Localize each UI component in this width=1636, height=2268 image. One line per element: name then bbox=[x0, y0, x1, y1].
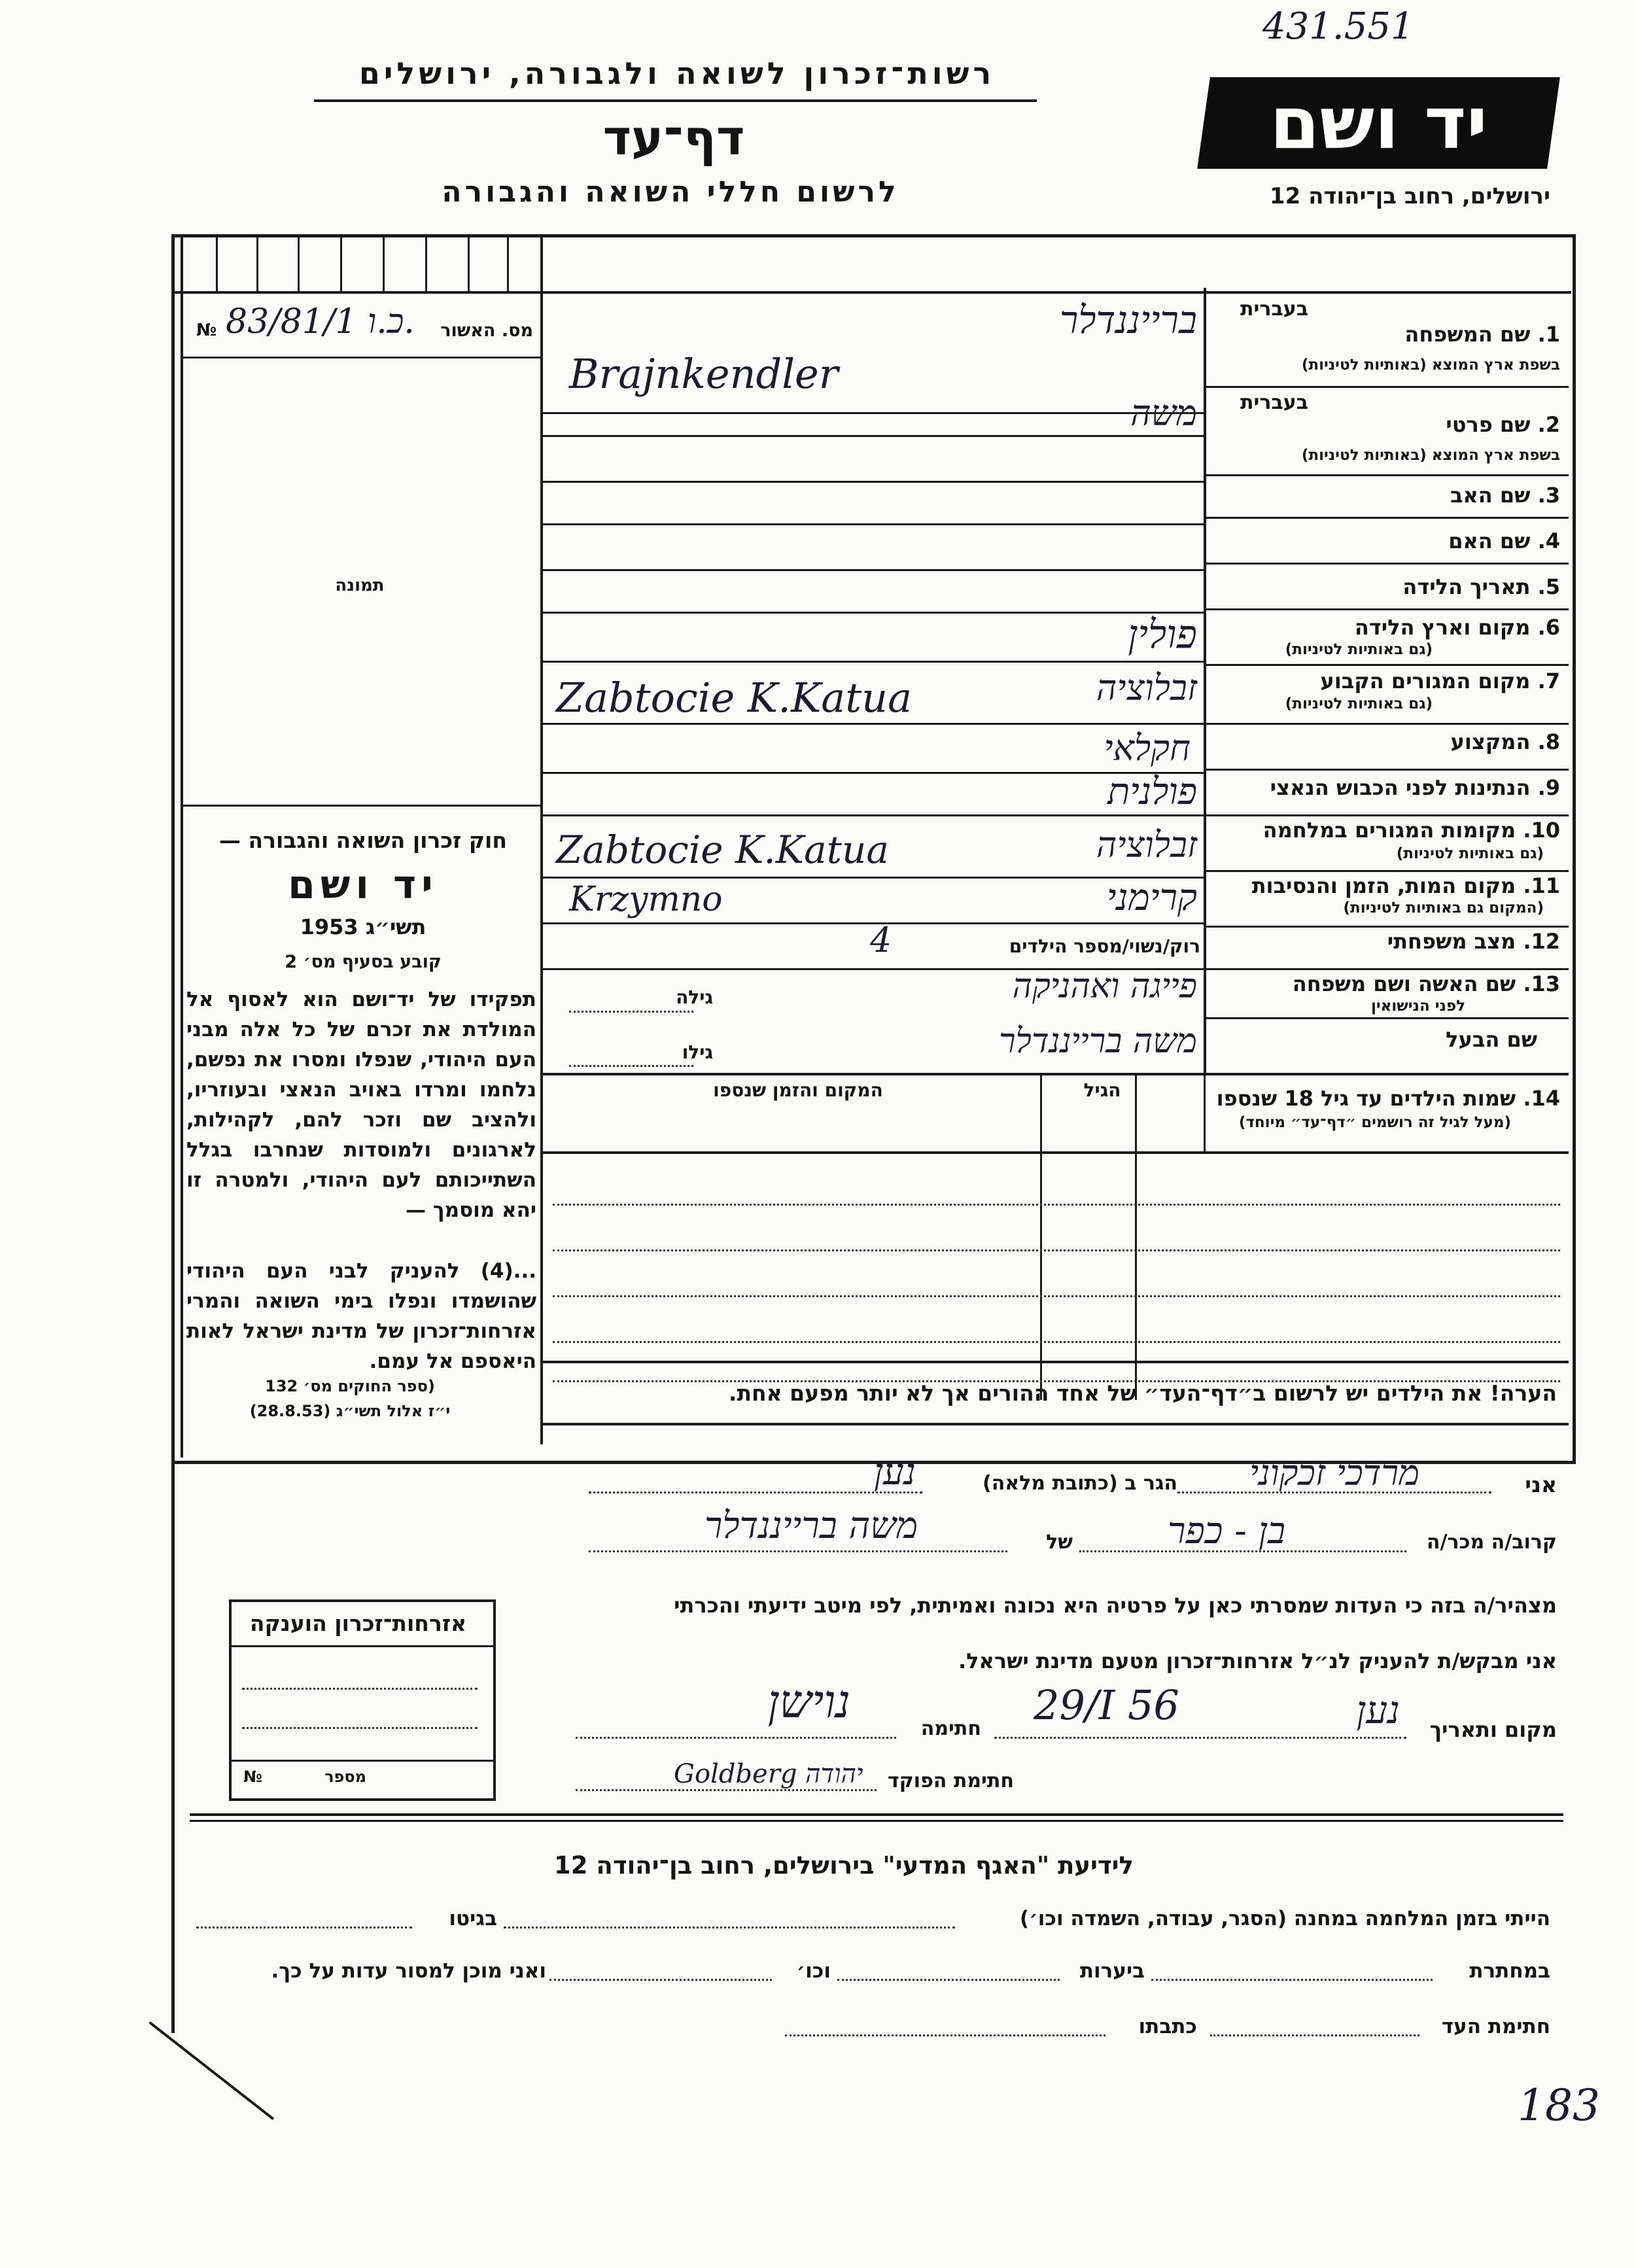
field-8-number: 8. bbox=[1537, 729, 1560, 754]
scan-edge bbox=[149, 2021, 275, 2120]
law-year: תשי״ג 1953 bbox=[300, 915, 426, 939]
row-rule bbox=[543, 523, 1204, 525]
place-date-line bbox=[994, 1737, 1406, 1739]
signature-line bbox=[576, 1737, 896, 1739]
approval-no-mark: № bbox=[196, 321, 217, 340]
hebrew-label-2: בעברית bbox=[1240, 391, 1308, 414]
row-rule bbox=[1206, 517, 1569, 519]
place-value[interactable]: נען bbox=[1356, 1688, 1400, 1732]
declaration-text: מצהיר/ה בזה כי העדות שמסרתי כאן על פרטיה היא נכונה ואמיתית, לפי מיטב ידיעתי והכרתי bbox=[674, 1593, 1557, 1618]
field-13-label-text: שם האשה ושם משפחה bbox=[1292, 971, 1516, 996]
relation-label: קרוב/ה מכר/ה bbox=[1426, 1531, 1557, 1554]
row-rule bbox=[543, 814, 1204, 816]
field-4-label-text: שם האם bbox=[1448, 529, 1531, 553]
officer-signature-label: חתימת הפוקד bbox=[888, 1770, 1014, 1792]
field-2-sublabel: בשפת ארץ המוצא (באותיות לטיניות) bbox=[1301, 447, 1560, 464]
signature-label: חתימה bbox=[920, 1717, 981, 1740]
field-1-value-latin[interactable]: Brajnkendler bbox=[569, 350, 839, 398]
law-date: י״ז אלול תשי״ג (28.8.53) bbox=[249, 1402, 451, 1420]
strip-tick bbox=[507, 236, 509, 293]
field-8-value[interactable]: חקלאי bbox=[1104, 727, 1191, 769]
citizenship-number-label: מספר bbox=[324, 1768, 366, 1786]
field-7-number: 7. bbox=[1537, 669, 1560, 693]
field-11-value-hebrew[interactable]: קרימני bbox=[1106, 877, 1197, 919]
law-logo: יד ושם bbox=[288, 862, 438, 908]
row-rule bbox=[543, 723, 1204, 725]
field-8-label bbox=[1210, 729, 1560, 754]
field-5-number: 5. bbox=[1537, 574, 1560, 599]
field-10-value-latin[interactable]: Zabtocie K.Katua bbox=[556, 828, 889, 872]
note-text: הערה! את הילדים יש לרשום ב״דף־העד״ של אחד ההורים אך לא יותר מפעם אחת. bbox=[728, 1380, 1557, 1406]
note-rule-bottom bbox=[543, 1423, 1569, 1425]
field-9-number: 9. bbox=[1537, 775, 1560, 800]
law-text-clause: ...(4) להעניק לבני העם היהודי שהושמדו ונפלו בימי השואה והמרי אזרחות־זכרון של מדינת ישראל לאות היאספם אל עמם. bbox=[186, 1259, 536, 1373]
approval-number: 83/81/1 כ.ו. bbox=[226, 302, 415, 341]
row-rule bbox=[1206, 608, 1569, 610]
law-text: תפקידו של יד־ושם הוא לאסוף אל המולדת את זכרם של כל אלה מבני העם היהודי, שנפלו ומסרו את נפשם, נלחמו ומרדו באויב הנאצי ובעוזריו, ולהציב שם וזכר להם, לקהילות, לארגונים ולמוסדות שנחרבו בגלל השתייכותם לעם היהודי, ולמטרה זו יהא מוסמך — bbox=[186, 988, 536, 1222]
children-age-header: הגיל bbox=[1083, 1079, 1121, 1101]
footer-forests-line bbox=[837, 1979, 1060, 1981]
field-13-label bbox=[1210, 971, 1560, 996]
approval-label: מס. האשור bbox=[440, 321, 533, 341]
top-strip-bottom bbox=[171, 291, 1571, 294]
note-rule-top bbox=[543, 1361, 1569, 1363]
row-rule bbox=[1206, 723, 1569, 725]
witness-name-value[interactable]: מרדכי זכקוני bbox=[1249, 1452, 1419, 1493]
law-source: (ספר החוקים מס׳ 132 bbox=[265, 1377, 435, 1395]
law-title: חוק זכרון השואה והגבורה — bbox=[218, 828, 508, 853]
field-7-value-hebrew[interactable]: זבלוציה bbox=[1096, 667, 1197, 708]
footer-address-line bbox=[785, 2034, 1105, 2036]
field-12-label bbox=[1210, 929, 1560, 954]
field-10-label-text: מקומות המגורים במלחמה bbox=[1262, 818, 1516, 843]
row-rule bbox=[1206, 926, 1569, 928]
field-7-value-latin[interactable]: Zabtocie K.Katua bbox=[556, 674, 913, 722]
field-8-label-text: המקצוע bbox=[1450, 729, 1531, 754]
citizenship-line bbox=[242, 1727, 478, 1729]
field-7-label-text: מקום המגורים הקבוע bbox=[1320, 669, 1531, 693]
children-line bbox=[553, 1341, 1560, 1343]
field-3-label-text: שם האב bbox=[1450, 483, 1531, 508]
children-line bbox=[553, 1204, 1560, 1206]
field-6-label-text: מקום וארץ הלידה bbox=[1354, 615, 1531, 640]
field-14-label bbox=[1210, 1086, 1560, 1111]
field-10-label bbox=[1210, 818, 1560, 843]
footer-etc-label: וכו׳ bbox=[796, 1959, 831, 1983]
children-col-divider bbox=[1204, 1073, 1206, 1151]
footer-ghetto-line bbox=[196, 1927, 412, 1928]
citizenship-bottom-rule bbox=[229, 1760, 493, 1762]
row-rule bbox=[1206, 814, 1569, 816]
children-line bbox=[553, 1249, 1560, 1251]
field-6-number: 6. bbox=[1537, 615, 1560, 640]
footer-address-label: כתבתו bbox=[1138, 2015, 1197, 2038]
strip-tick bbox=[216, 236, 218, 293]
wife-name-value[interactable]: פייגה ואהניקה bbox=[1012, 967, 1197, 1006]
field-11-label-text: מקום המות, הזמן והנסיבות bbox=[1251, 873, 1516, 898]
field-11-number: 11. bbox=[1523, 873, 1560, 898]
field-1-label bbox=[1210, 322, 1560, 347]
approval-underline bbox=[183, 357, 540, 358]
request-text: אני מבקש/ת להעניק לנ״ל אזרחות־זכרון מטעם מדינת ישראל. bbox=[958, 1649, 1557, 1673]
header-address: ירושלים, רחוב בן־יהודה 12 bbox=[1269, 183, 1550, 209]
officer-signature-line bbox=[576, 1789, 877, 1791]
field-9-label-text: הנתינות לפני הכבוש הנאצי bbox=[1270, 775, 1531, 800]
photo-label: תמונה bbox=[335, 576, 385, 595]
field-12-number: 12. bbox=[1523, 929, 1560, 954]
strip-tick bbox=[256, 236, 258, 293]
label-column-divider bbox=[1204, 288, 1206, 1073]
field-4-label bbox=[1210, 529, 1560, 553]
form-subtitle: לרשום חללי השואה והגבורה bbox=[442, 175, 899, 209]
husband-age-line bbox=[569, 1065, 693, 1067]
footer-witness-signature-line bbox=[1210, 2034, 1419, 2036]
field-7-sublabel: (גם באותיות לטיניות) bbox=[1285, 695, 1433, 712]
field-2-value-hebrew[interactable]: משה bbox=[1130, 393, 1197, 434]
field-4-number: 4. bbox=[1537, 529, 1560, 553]
signature-value[interactable]: נוישן bbox=[767, 1675, 850, 1728]
children-line bbox=[553, 1295, 1560, 1297]
footer-witness-signature-label: חתימת העד bbox=[1441, 2015, 1550, 2038]
citizenship-no-mark: № bbox=[243, 1768, 262, 1786]
relation-value[interactable]: בן - כפר bbox=[1167, 1510, 1285, 1552]
footer-rule-top-2 bbox=[190, 1820, 1563, 1822]
footer-rule-top bbox=[190, 1813, 1563, 1816]
field-6-label bbox=[1210, 615, 1560, 640]
field-10-sublabel: (גם באותיות לטיניות) bbox=[1396, 845, 1544, 862]
strip-tick bbox=[298, 236, 300, 293]
citizenship-line bbox=[242, 1688, 478, 1690]
footer-testify-text: ואני מוכן למסור עדות על כך. bbox=[271, 1959, 546, 1983]
field-14-label-text: שמות הילדים עד גיל 18 שנספו bbox=[1216, 1086, 1516, 1111]
strip-tick bbox=[340, 236, 342, 293]
footer-camp-line bbox=[504, 1927, 955, 1928]
husband-label: שם הבעל bbox=[1446, 1027, 1537, 1052]
date-value[interactable]: 29/I 56 bbox=[1034, 1681, 1179, 1729]
witness-address-value[interactable]: נען bbox=[873, 1451, 916, 1493]
left-column-divider bbox=[540, 234, 543, 1444]
form-title: דף־עד bbox=[602, 110, 745, 166]
field-1-number: 1. bbox=[1537, 322, 1560, 347]
officer-signature-value[interactable]: Goldberg יהודה bbox=[674, 1759, 863, 1789]
strip-tick bbox=[383, 236, 385, 293]
field-6-sublabel: (גם באותיות לטיניות) bbox=[1285, 641, 1433, 658]
field-5-label bbox=[1210, 574, 1560, 599]
logo-text: יד ושם bbox=[1269, 81, 1488, 165]
husband-name-value[interactable]: משה ברייננדלר bbox=[998, 1022, 1197, 1061]
field-9-label bbox=[1210, 775, 1560, 800]
footer-underground-label: במחתרת bbox=[1469, 1959, 1550, 1983]
row-rule bbox=[543, 569, 1204, 571]
frame-left-double bbox=[181, 234, 183, 1457]
field-2-label-text: שם פרטי bbox=[1446, 412, 1531, 437]
row-rule bbox=[1206, 769, 1569, 771]
of-value[interactable]: משה ברייננדלר bbox=[704, 1505, 918, 1547]
row-rule bbox=[543, 435, 1204, 437]
row-rule bbox=[1206, 474, 1569, 476]
witness-resides-label: הגר ב (כתובת מלאה) bbox=[982, 1472, 1177, 1495]
witness-i-label: אני bbox=[1525, 1472, 1557, 1497]
form-left-edge bbox=[171, 1457, 175, 2033]
footer-ghetto-label: בגיטו bbox=[449, 1907, 497, 1930]
children-place-header: המקום והזמן שנספו bbox=[713, 1079, 883, 1101]
children-col-divider bbox=[1040, 1073, 1042, 1400]
footer-forests-label: ביערות bbox=[1079, 1959, 1145, 1983]
field-13-number: 13. bbox=[1523, 971, 1560, 996]
of-label: של bbox=[1046, 1531, 1073, 1554]
strip-tick bbox=[425, 236, 427, 293]
field-11-label bbox=[1210, 873, 1560, 898]
row-rule bbox=[1206, 664, 1569, 666]
wife-age-line bbox=[569, 1011, 693, 1013]
page-number: 183 bbox=[1518, 2080, 1600, 2131]
field-9-value[interactable]: פולנית bbox=[1107, 771, 1197, 813]
field-1-value-hebrew[interactable]: ברייננדלר bbox=[1059, 298, 1197, 342]
field-5-label-text: תאריך הלידה bbox=[1402, 574, 1531, 599]
field-6-value[interactable]: פולין bbox=[1128, 612, 1197, 657]
law-box-top bbox=[183, 805, 540, 807]
field-10-number: 10. bbox=[1523, 818, 1560, 843]
footer-etc-line bbox=[549, 1979, 772, 1981]
wife-age-label: גילה bbox=[676, 986, 713, 1008]
field-11-value-latin[interactable]: Krzymno bbox=[569, 880, 723, 919]
children-header-rule bbox=[543, 1151, 1569, 1154]
field-1-sublabel: בשפת ארץ המוצא (באותיות לטיניות) bbox=[1301, 357, 1560, 374]
husband-age-label: גילו bbox=[682, 1041, 713, 1063]
footer-camp-label: הייתי בזמן המלחמה במחנה (הסגר, עבודה, השמדה וכו׳) bbox=[1019, 1907, 1550, 1930]
field-3-number: 3. bbox=[1537, 483, 1560, 508]
field-13-sublabel: לפני הנישואין bbox=[1371, 998, 1465, 1015]
stamp-number: 431.551 bbox=[1262, 5, 1414, 48]
row-rule bbox=[1206, 563, 1569, 565]
field-14-sublabel: (מעל לגיל זה רושמים ״דף־עד״ מיוחד) bbox=[1238, 1114, 1511, 1131]
field-1-label-text: שם המשפחה bbox=[1404, 322, 1531, 347]
header-rule bbox=[314, 99, 1037, 102]
authority-name: רשות־זכרון לשואה ולגבורה, ירושלים bbox=[358, 56, 996, 91]
row-rule bbox=[543, 1073, 1569, 1075]
row-rule bbox=[543, 481, 1204, 483]
field-12-children-count[interactable]: 4 bbox=[870, 921, 892, 960]
citizenship-title-rule bbox=[229, 1645, 493, 1647]
field-2-label bbox=[1210, 412, 1560, 437]
place-date-label: מקום ותאריך bbox=[1429, 1717, 1557, 1742]
children-col-divider bbox=[1135, 1073, 1137, 1400]
field-11-sublabel: (המקום גם באותיות לטיניות) bbox=[1343, 899, 1544, 916]
field-12-options: רוק/נשוי/מספר הילדים bbox=[1009, 935, 1200, 957]
footer-title: לידיעת "האגף המדעי" בירושלים, רחוב בן־יהודה 12 bbox=[554, 1851, 1134, 1879]
hebrew-label-1: בעברית bbox=[1240, 298, 1308, 321]
field-7-label bbox=[1210, 669, 1560, 693]
field-2-number: 2. bbox=[1537, 412, 1560, 437]
field-12-label-text: מצב משפחתי bbox=[1387, 929, 1516, 954]
of-line bbox=[589, 1550, 1007, 1552]
field-14-number: 14. bbox=[1523, 1086, 1560, 1111]
field-10-value-hebrew[interactable]: זבלוציה bbox=[1096, 824, 1197, 865]
field-3-label bbox=[1210, 483, 1560, 508]
footer-underground-line bbox=[1151, 1979, 1433, 1981]
row-rule bbox=[1206, 1017, 1569, 1019]
row-rule bbox=[1206, 870, 1569, 872]
row-rule bbox=[543, 661, 1204, 663]
law-clause: קובע בסעיף מס׳ 2 bbox=[285, 952, 442, 972]
strip-tick bbox=[468, 236, 470, 293]
row-rule bbox=[1206, 386, 1569, 388]
citizenship-title: אזרחות־זכרון הוענקה bbox=[249, 1611, 467, 1636]
